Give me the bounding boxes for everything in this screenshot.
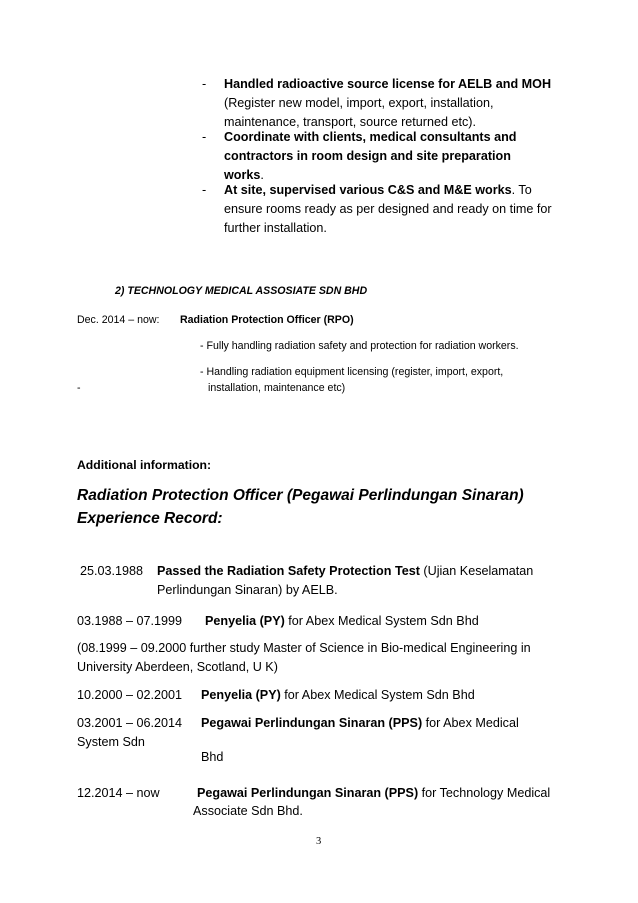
record-text	[197, 784, 550, 803]
bullet-text: . To	[511, 183, 532, 197]
record-text: Bhd	[201, 750, 224, 764]
record-date: 25.03.1988	[80, 564, 144, 578]
record-highlight: Penyelia (PY)	[201, 688, 281, 702]
section-title: Radiation Protection Officer (Pegawai Perlindungan Sinaran)	[77, 487, 524, 504]
bullet-text: maintenance, transport, source returned etc).	[224, 115, 477, 129]
duty-item-continuation: installation, maintenance etc)	[208, 382, 346, 394]
record-text	[205, 612, 479, 631]
record-detail: for Technology Medical	[418, 786, 551, 800]
bullet-line	[224, 200, 552, 219]
record-highlight: Penyelia (PY)	[205, 614, 285, 628]
record-detail: for Abex Medical	[422, 716, 519, 730]
bullet-line	[224, 219, 327, 238]
bullet-text: (Register new model, import, export, installation,	[224, 96, 494, 110]
bullet-line	[224, 75, 551, 94]
employment-period: Dec. 2014 – now:	[77, 314, 160, 326]
record-highlight: Pegawai Perlindungan Sinaran (PPS)	[197, 786, 419, 800]
record-text: Perlindungan Sinaran) by AELB.	[157, 583, 338, 597]
record-date: 03.2001 – 06.2014	[77, 716, 183, 730]
record-date: 03.1988 – 07.1999	[77, 614, 183, 628]
bullet-line	[224, 181, 532, 200]
stray-dash: -	[77, 382, 81, 394]
duty-item: - Handling radiation equipment licensing (register, import, export,	[200, 366, 504, 378]
record-detail: for Abex Medical System Sdn Bhd	[284, 614, 479, 628]
record-detail: for Abex Medical System Sdn Bhd	[280, 688, 475, 702]
record-text	[157, 562, 533, 581]
bullet-line	[224, 94, 493, 113]
bullet-text-bold: At site, supervised various C&S and M&E works	[224, 183, 512, 197]
bullet-line	[224, 128, 517, 147]
bullet-text-bold: Coordinate with clients, medical consultants and	[224, 130, 517, 144]
bullet-text: .	[260, 168, 264, 182]
bullet-text-bold: works	[224, 168, 261, 182]
record-highlight: Passed the Radiation Safety Protection Test	[157, 564, 420, 578]
bullet-dash: -	[202, 77, 207, 91]
bullet-text-bold: Handled radioactive source license for AELB and MOH	[224, 77, 552, 91]
bullet-line	[224, 147, 511, 166]
bullet-text: further installation.	[224, 221, 327, 235]
record-text: (08.1999 – 09.2000 further study Master of Science in Bio-medical Engineering in	[77, 641, 531, 655]
bullet-text-bold: contractors in room design and site preparation	[224, 149, 511, 163]
page-number: 3	[316, 836, 322, 847]
company-heading: 2) TECHNOLOGY MEDICAL ASSOSIATE SDN BHD	[115, 285, 368, 297]
bullet-text: ensure rooms ready as per designed and ready on time for	[224, 202, 552, 216]
record-date: 10.2000 – 02.2001	[77, 688, 183, 702]
record-detail: (Ujian Keselamatan	[419, 564, 534, 578]
duty-item: - Fully handling radiation safety and protection for radiation workers.	[200, 340, 519, 352]
bullet-dash: -	[202, 130, 207, 144]
record-date: 12.2014 – now	[77, 786, 160, 800]
record-text: Associate Sdn Bhd.	[193, 804, 303, 818]
record-text: University Aberdeen, Scotland, U K)	[77, 660, 278, 674]
job-role: Radiation Protection Officer (RPO)	[180, 314, 354, 326]
additional-info-label: Additional information:	[77, 458, 212, 472]
record-text: System Sdn	[77, 735, 145, 749]
record-text	[201, 714, 519, 733]
record-text	[201, 686, 475, 705]
record-highlight: Pegawai Perlindungan Sinaran (PPS)	[201, 716, 423, 730]
section-title: Experience Record:	[77, 510, 223, 527]
bullet-dash: -	[202, 183, 207, 197]
